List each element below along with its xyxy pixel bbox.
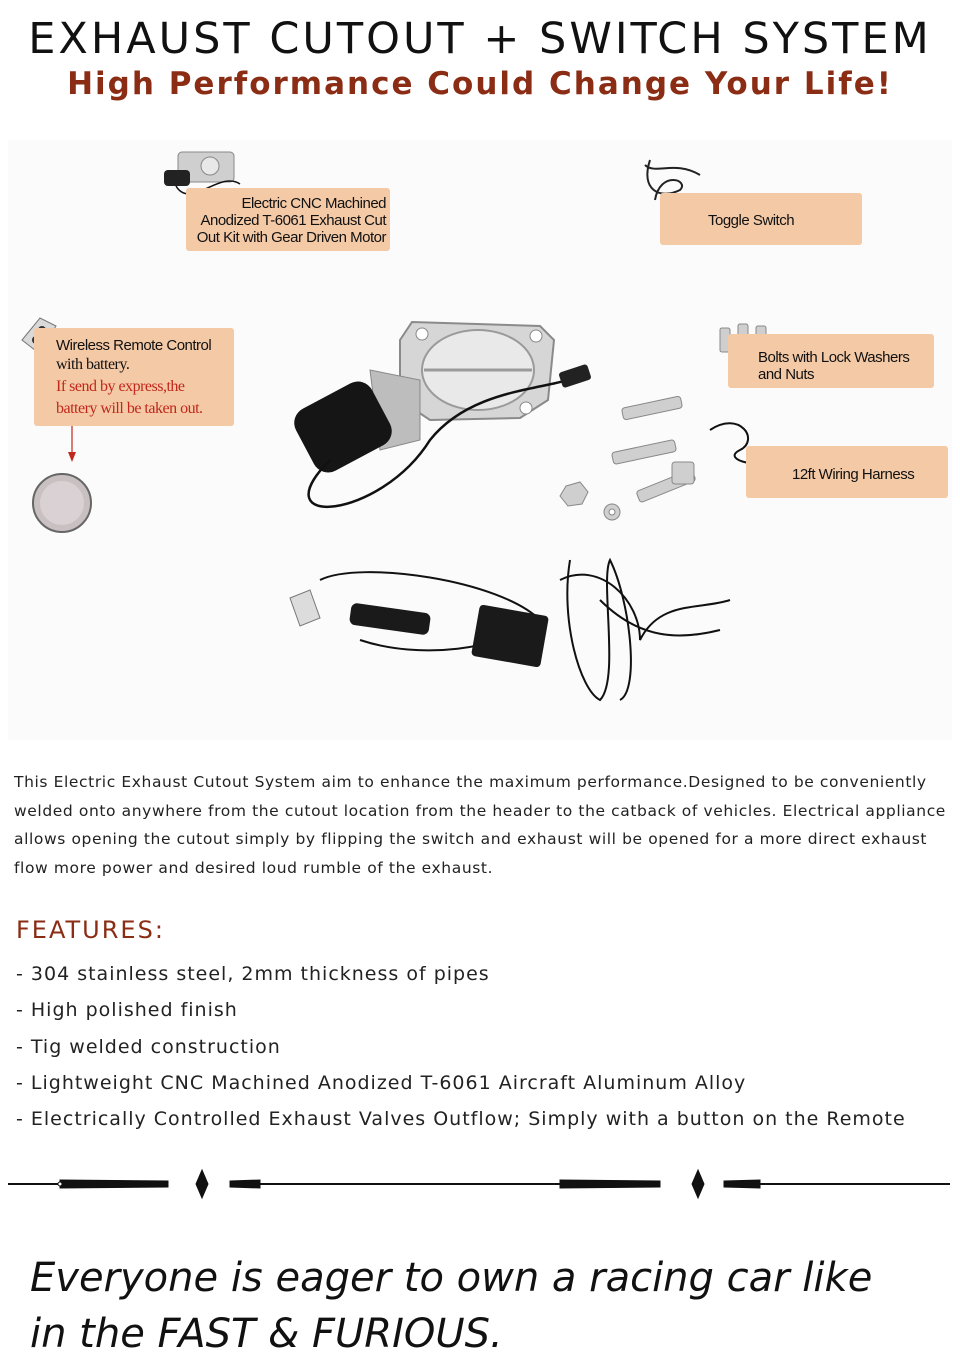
page-title: EXHAUST CUTOUT + SWITCH SYSTEM [28,14,932,64]
callout-bolts-line: and Nuts [758,366,815,383]
callout-motor-kit [186,188,390,251]
feature-item: - Lightweight CNC Machined Anodized T-6061 Aircraft Aluminum Alloy [16,1071,747,1094]
feature-item: - 304 stainless steel, 2mm thickness of pipes [16,963,490,985]
feature-item: - Tig welded construction [16,1035,281,1058]
callout-motor-kit-line: Anodized T-6061 Exhaust Cut [200,212,386,229]
callout-remote [34,328,234,426]
page-subtitle: High Performance Could Change Your Life! [67,66,893,102]
feature-item: - High polished finish [16,999,238,1022]
callout-bolts-line: Bolts with Lock Washers [758,349,910,366]
callout-motor-kit-line: Electric CNC Machined [241,195,386,212]
callout-harness-text: 12ft Wiring Harness [792,466,915,483]
tagline-line: in the FAST & FURIOUS. [30,1311,503,1357]
callout-toggle-switch-text: Toggle Switch [708,212,795,229]
switch-and-plug [290,572,549,668]
callout-remote-line: Wireless Remote Control [56,337,212,354]
callout-remote-line: with battery. [56,356,130,373]
callout-motor-kit-line: Out Kit with Gear Driven Motor [196,229,386,246]
features-heading: FEATURES: [16,916,165,944]
features-list [16,960,906,1141]
ornamental-divider [0,1164,960,1204]
callout-remote-note: If send by express,the [56,378,185,395]
product-description: This Electric Exhaust Cutout System aim to enhance the maximum performance.Designed to be conveniently welded onto anywhere from the cutout location from the header to the catback of vehicles. Electrical appliance allows opening the cutout simply by flipping the switch and exhaust will be opened for a more direct exhaust flow more power and desired loud rumble of the exhaust. [14,773,946,877]
feature-item: - Electrically Controlled Exhaust Valves Outflow; Simply with a button on the Remote [16,1108,906,1131]
exhaust-cutout-valve [289,322,592,507]
callout-remote-note: battery will be taken out. [56,400,203,417]
callout-harness [746,446,948,498]
callout-bolts [728,334,934,388]
tagline [30,1250,950,1362]
callout-toggle-switch [660,193,862,245]
tagline-line: Everyone is eager to own a racing car like [30,1255,873,1301]
